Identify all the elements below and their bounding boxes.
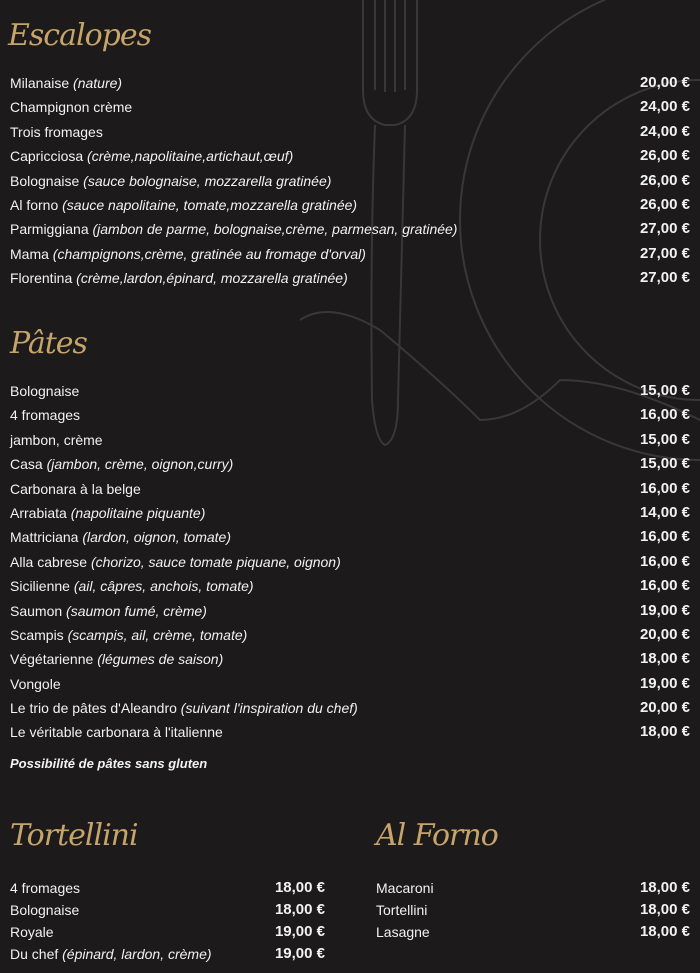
item-name: Alla cabrese (10, 553, 88, 570)
item-description: (ail, câpres, anchois, tomate) (73, 578, 254, 595)
item-price: 24,00 € (639, 98, 690, 116)
item-description: (saumon fumé, crème) (66, 602, 207, 619)
al-forno-list (376, 877, 690, 943)
menu-item (10, 623, 690, 647)
item-description: (sauce bolognaise, mozzarella gratinée) (83, 172, 332, 189)
item-description: (scampis, ail, crème, tomate) (67, 626, 248, 643)
item-name: jambon, crème (10, 431, 103, 448)
menu-item (10, 599, 690, 623)
section-title-pates: Pâtes (10, 326, 87, 361)
item-price: 19,00 € (639, 674, 690, 692)
item-price: 18,00 € (639, 723, 690, 741)
item-name: Végétarienne (10, 651, 94, 668)
item-price: 14,00 € (639, 503, 690, 521)
pates-list (10, 379, 690, 745)
menu-item (10, 943, 325, 965)
item-description: (nature) (73, 75, 123, 91)
item-name: 4 fromages (10, 880, 81, 896)
item-name: Bolognaise (10, 383, 80, 399)
menu-item (376, 877, 690, 899)
menu-item (10, 672, 690, 696)
menu-item (10, 921, 325, 943)
item-name: Mattriciana (10, 529, 79, 546)
item-name: Scampis (10, 626, 64, 643)
menu-item (376, 899, 690, 921)
menu-item (10, 379, 690, 403)
item-price: 15,00 € (639, 430, 690, 448)
item-price: 16,00 € (639, 577, 690, 595)
menu-item (10, 899, 325, 921)
item-price: 19,00 € (639, 601, 690, 619)
item-price: 27,00 € (639, 269, 690, 287)
item-name: Vongole (10, 675, 61, 692)
menu-item (10, 720, 690, 744)
item-price: 18,00 € (274, 901, 325, 918)
item-price: 24,00 € (639, 122, 690, 140)
item-price: 18,00 € (274, 879, 325, 896)
item-price: 18,00 € (639, 879, 690, 896)
menu-item (10, 266, 690, 290)
item-name: Bolognaise (10, 172, 80, 189)
item-description: (sauce napolitaine, tomate,mozzarella gratinée) (62, 196, 358, 213)
menu-item (10, 501, 690, 525)
item-name: Bolognaise (10, 902, 80, 918)
item-name: Du chef (10, 946, 59, 962)
item-name: Tortellini (376, 902, 428, 918)
item-price: 19,00 € (274, 945, 325, 962)
section-title-escalopes: Escalopes (8, 18, 151, 53)
menu-item (10, 574, 690, 598)
section-title-al-forno: Al Forno (376, 818, 498, 853)
item-price: 16,00 € (639, 479, 690, 497)
menu-item (376, 921, 690, 943)
menu-item (10, 71, 690, 95)
menu-item (10, 452, 690, 476)
menu-item (10, 877, 325, 899)
item-name: Saumon (10, 602, 63, 619)
item-description: (champignons,crème, gratinée au fromage d'orval) (52, 245, 366, 262)
menu-item (10, 477, 690, 501)
item-name: Parmiggiana (10, 221, 89, 238)
item-description: (légumes de saison) (97, 651, 224, 668)
menu-item (10, 193, 690, 217)
item-description: (crème,napolitaine,artichaut,œuf) (87, 148, 294, 165)
tortellini-list (10, 877, 325, 965)
item-description: (lardon, oignon, tomate) (82, 529, 231, 546)
item-price: 15,00 € (639, 455, 690, 473)
menu-item (10, 428, 690, 452)
item-price: 19,00 € (274, 923, 325, 940)
item-name: Al forno (10, 196, 59, 213)
item-description: (jambon, crème, oignon,curry) (46, 456, 234, 473)
item-price: 20,00 € (639, 74, 690, 91)
item-description: (épinard, lardon, crème) (62, 946, 212, 962)
item-name: Carbonara à la belge (10, 480, 141, 497)
item-price: 18,00 € (639, 923, 690, 940)
item-name: Macaroni (376, 880, 434, 896)
item-name: Champignon crème (10, 99, 133, 116)
item-price: 20,00 € (639, 699, 690, 717)
item-name: Trois fromages (10, 123, 103, 140)
item-price: 27,00 € (639, 220, 690, 238)
item-price: 18,00 € (639, 650, 690, 668)
item-price: 16,00 € (639, 406, 690, 424)
item-price: 20,00 € (639, 625, 690, 643)
item-name: Florentina (10, 270, 73, 287)
gluten-free-note: Possibilité de pâtes sans gluten (10, 756, 208, 771)
item-description: (suivant l'inspiration du chef) (180, 700, 358, 717)
item-name: Le véritable carbonara à l'italienne (10, 724, 223, 741)
menu-item (10, 647, 690, 671)
item-description: (chorizo, sauce tomate piquane, oignon) (90, 553, 341, 570)
item-description: (jambon de parme, bolognaise,crème, parmesan, gratinée) (92, 221, 458, 238)
item-name: Casa (10, 456, 43, 473)
item-price: 26,00 € (639, 147, 690, 165)
item-name: 4 fromages (10, 407, 81, 424)
item-name: Lasagne (376, 924, 430, 940)
menu-item (10, 120, 690, 144)
item-name: Le trio de pâtes d'Aleandro (10, 700, 177, 717)
item-name: Capricciosa (10, 148, 84, 165)
menu-item (10, 95, 690, 119)
item-name: Royale (10, 924, 54, 940)
item-name: Arrabiata (10, 504, 67, 521)
item-price: 18,00 € (639, 901, 690, 918)
item-price: 15,00 € (639, 382, 690, 399)
item-name: Milanaise (10, 75, 70, 91)
menu-item (10, 550, 690, 574)
menu-item (10, 242, 690, 266)
menu-item (10, 169, 690, 193)
menu-item (10, 696, 690, 720)
section-title-tortellini: Tortellini (10, 818, 138, 853)
item-name: Sicilienne (10, 578, 70, 595)
item-price: 16,00 € (639, 528, 690, 546)
menu-item (10, 217, 690, 241)
item-price: 27,00 € (639, 244, 690, 262)
menu-item (10, 144, 690, 168)
escalopes-list (10, 71, 690, 291)
item-price: 26,00 € (639, 171, 690, 189)
menu-item (10, 403, 690, 427)
item-description: (napolitaine piquante) (70, 504, 206, 521)
item-price: 26,00 € (639, 195, 690, 213)
item-name: Mama (10, 245, 49, 262)
menu-item (10, 525, 690, 549)
item-description: (crème,lardon,épinard, mozzarella gratinée) (76, 270, 348, 287)
item-price: 16,00 € (639, 552, 690, 570)
